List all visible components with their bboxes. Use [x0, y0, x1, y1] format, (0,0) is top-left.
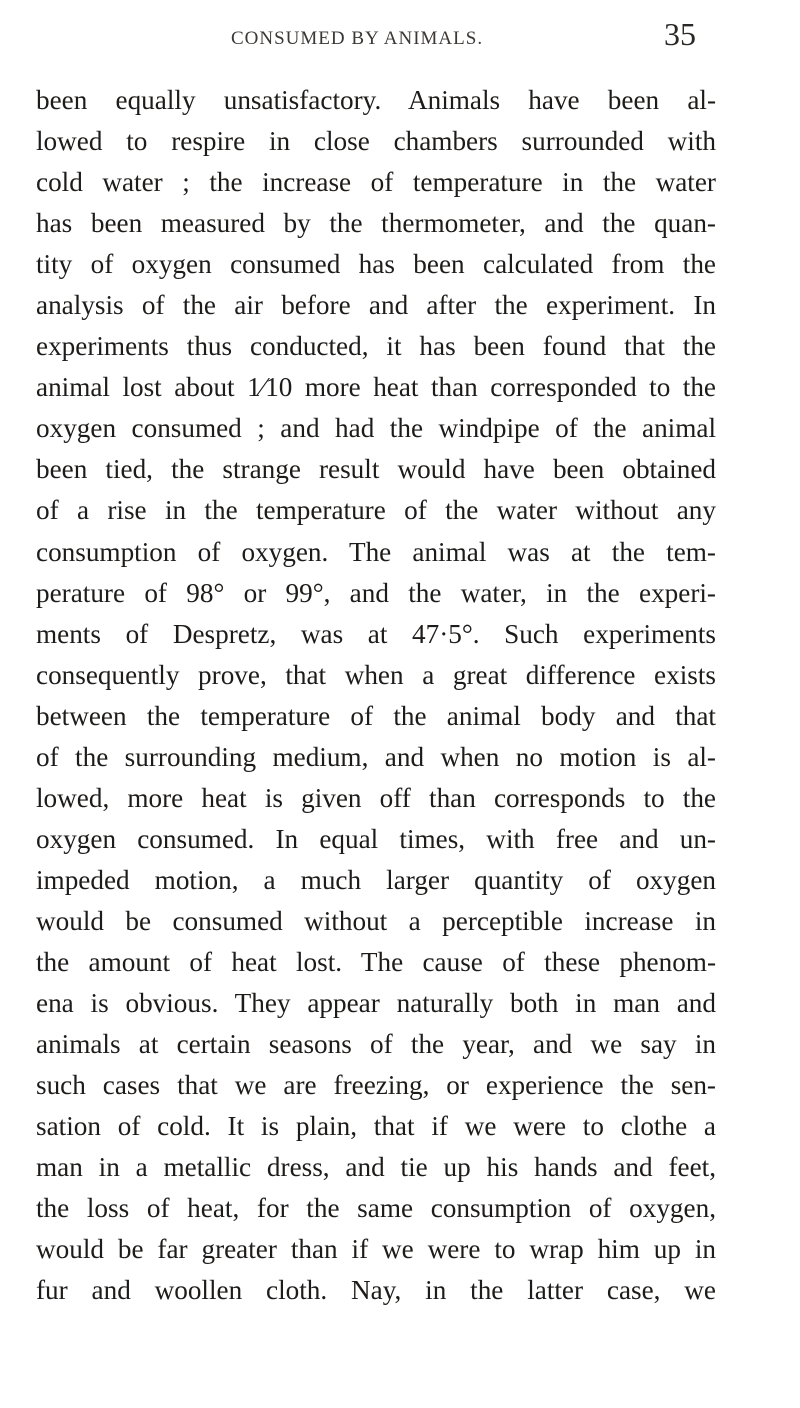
text-line: consumption of oxygen. The animal was at the tem- — [36, 536, 716, 567]
running-head: CONSUMED BY ANIMALS. — [231, 28, 484, 49]
text-line: animals at certain seasons of the year, and we say in — [36, 1029, 716, 1060]
text-line: would be far greater than if we were to wrap him up in — [36, 1234, 716, 1265]
text-line: between the temperature of the animal body and that — [36, 700, 716, 731]
text-line: cold water ; the increase of temperature in the water — [36, 167, 716, 198]
text-line: experiments thus conducted, it has been found that the — [36, 331, 716, 362]
text-line: perature of 98° or 99°, and the water, in the experi- — [36, 577, 716, 608]
text-line: has been measured by the thermometer, and the quan- — [36, 208, 716, 239]
text-line: the amount of heat lost. The cause of these phenom- — [36, 946, 716, 977]
text-line: lowed, more heat is given off than corresponds to the — [36, 782, 716, 813]
text-line: ena is obvious. They appear naturally both in man and — [36, 988, 716, 1019]
text-line: of a rise in the temperature of the water without any — [36, 495, 716, 526]
text-line: such cases that we are freezing, or experience the sen- — [36, 1070, 716, 1101]
text-line: fur and woollen cloth. Nay, in the latter case, we — [36, 1275, 716, 1306]
text-line: lowed to respire in close chambers surrounded with — [36, 126, 716, 157]
text-line: tity of oxygen consumed has been calculated from the — [36, 249, 716, 280]
text-line: man in a metallic dress, and tie up his hands and feet, — [36, 1152, 716, 1183]
text-line: ments of Despretz, was at 47·5°. Such experiments — [36, 618, 716, 649]
text-line: impeded motion, a much larger quantity of oxygen — [36, 864, 716, 895]
text-line: analysis of the air before and after the experiment. In — [36, 290, 716, 321]
text-line: would be consumed without a perceptible increase in — [36, 905, 716, 936]
body-text — [36, 80, 716, 1311]
text-line: been tied, the strange result would have been obtained — [36, 454, 716, 485]
text-line: been equally unsatisfactory. Animals have been al- — [36, 85, 716, 115]
text-line: of the surrounding medium, and when no motion is al- — [36, 741, 716, 772]
text-line: the loss of heat, for the same consumption of oxygen, — [36, 1193, 716, 1224]
text-line: consequently prove, that when a great difference exists — [36, 659, 716, 690]
text-line: animal lost about 1⁄10 more heat than corresponded to the — [36, 372, 716, 403]
text-line: sation of cold. It is plain, that if we were to clothe a — [36, 1111, 716, 1142]
text-line: oxygen consumed. In equal times, with free and un- — [36, 823, 716, 854]
page-number: 35 — [664, 16, 696, 52]
text-line: oxygen consumed ; and had the windpipe of the animal — [36, 413, 716, 444]
